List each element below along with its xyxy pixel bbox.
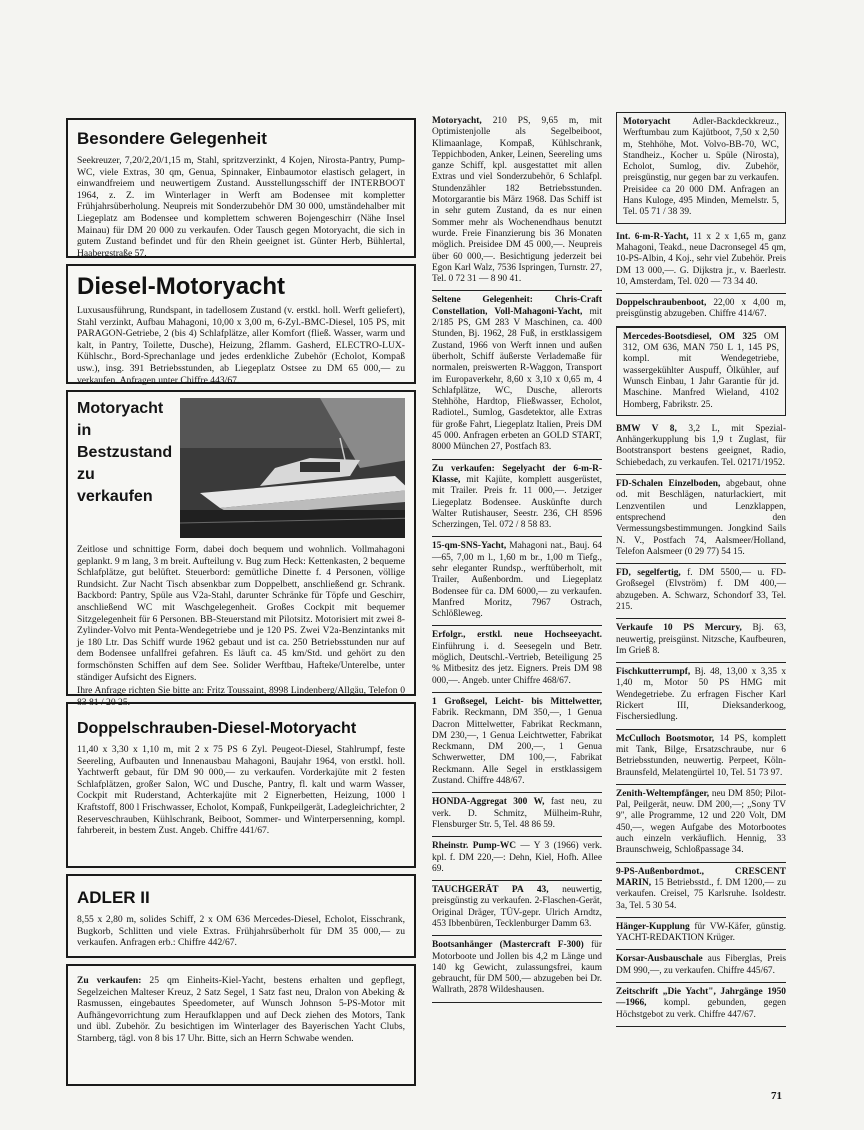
classified-lead: Hänger-Kupplung	[616, 921, 690, 932]
classified-ad	[616, 785, 786, 863]
classified-ad	[432, 291, 602, 459]
classified-text: f. DM 5500,— u. FD-Großsegel (Elvström) f. DM 400,— abzugeben. A. Schwarz, Schondorf 33, Tel. 215.	[616, 568, 787, 612]
ad-body	[77, 975, 405, 1045]
classified-text: 210 PS, 9,65 m, mit Optimistenjolle als Segelbeiboot, Klimaanlage, Kompaß, Kühlschrank, Teppichboden, Anker, Leinen, Seereling ums ganze Schiff, kpl. ausgestattet mit allen Extras und viel Sonderzubehör, 6 Schlafpl. Stundenzähler 182 Betriebsstunden. Motorgarantie bis März 1968. Das Schiff ist in sehr gutem Zustand, da es nur einen Sommer mehr als Wochenendhaus benutzt wurde. Freie Finanzierung bis 36 Monaten möglich. Preisidee DM 45 000,—. Neupreis über 60 000,—. Besichtigung jederzeit bei Egon Karl Walz, 7536 Ispringen, Turnstr. 27, Tel. 0 72 31 — 8 90 41.	[432, 116, 602, 285]
classified-text: 14 PS, komplett mit Tank, Bilge, Ersatzschraube, nur 6 Betriebsstunden, neuwertig. Perpeet, Köln-Braunsfeld, Melatengürtel 10, Tel. 51 73 97.	[616, 733, 786, 778]
classified-lead: Zu verkaufen: Segelyacht der 6-m-R-Klasse,	[432, 463, 602, 485]
classified-text: kompl. gebunden, gegen Höchstgebot zu verk. Chiffre 447/67.	[616, 998, 787, 1020]
classified-lead: Fischkutterrumpf,	[616, 667, 691, 678]
classified-ad	[616, 918, 786, 951]
classified-lead: McCulloch Bootsmotor,	[616, 733, 715, 744]
classified-text: — Y 3 (1966) verk. kpl. f. DM 220,—: Dehn, Kiel, Hofh. Allee 69.	[432, 841, 602, 874]
middle-column	[432, 112, 602, 1003]
classified-lead: Verkaufe 10 PS Mercury,	[616, 623, 742, 634]
left-column	[66, 118, 416, 1092]
classified-ad	[616, 950, 786, 983]
motoryacht-photo	[180, 398, 405, 538]
classified-lead: TAUCHGERÄT PA 43,	[432, 885, 549, 896]
classified-lead: Doppelschraubenboot,	[616, 298, 707, 309]
classified-lead: 9-PS-Außenbordmot., CRESCENT MARIN,	[616, 866, 786, 888]
ad-body: Seekreuzer, 7,20/2,20/1,15 m, Stahl, spritzverzinkt, 4 Kojen, Nirosta-Pantry, Pump-WC, viele Extras, 30 qm, Genua, Spinnaker, Einbaumotor elastisch gelagert, in einwandfreiem und neuwertigem Zustand. Ausstellungsschiff der INTERBOOT 1964, z. Z. im Winterlager in Werft am Bodensee mit kompletter Frühjahrsüberholung. Neupreis mit Sonderzubehör DM 30 000, umständehalber mit Liegeplatz am Bodensee und komplettem schweren Bojengeschirr (Nähe Insel Mainau) für DM 20 000 zu verkaufen. Oder Tausch gegen Motoryacht, die sich in gutem Zustand befindet und für den Rhein geeignet ist. Günter Herb, Bühlertal, Haabergstraße 57.	[77, 155, 405, 259]
classified-ad	[616, 663, 786, 729]
ad-body: Luxusausführung, Rundspant, in tadellosem Zustand (v. erstkl. holl. Werft geliefert), Stahl verzinkt, Aufbau Mahagoni, 10,00 x 3,00 m, 6-Zyl.-BMC-Diesel, 105 PS, mit PARAGON-Getriebe, 2 (bis 4) Schlafplätze, aller Komfort (fließ. Wasser, warm und kalt, in Pantry, Toilette, Dusche), Heizung, 2flamm. Gasherd, ELECTRO-LUX-Kühlschr., Bord-Sprechanlage und jedes erdenkliche Zubehör (Echolot, Kompaß usw.), insg. 391 Betriebsstunden, ab Liegeplatz Ostsee zu DM 65 000,— zu verkaufen. Anfragen unter Chiffre 443/67.	[77, 305, 405, 386]
classified-lead: Zeitschrift „Die Yacht", Jahrgänge 1950—1966,	[616, 987, 786, 1009]
classified-text: mit Kajüte, komplett ausgerüstet, mit Trailer. Preis fr. 11 000,—. Jetziger Liegeplatz Bodensee. Auskünfte durch Walter Rutishauser, Seestr. 236, CH 8596 Scherzingen, Tel. 072 / 8 58 83.	[432, 474, 602, 531]
classified-ad	[432, 626, 602, 692]
classified-ad	[432, 881, 602, 936]
ad-lead: Zu verkaufen:	[77, 975, 142, 986]
ad-motoryacht-bestzustand	[66, 390, 416, 708]
classified-lead: Mercedes-Bootsdiesel, OM 325	[623, 331, 757, 342]
classified-text: 15 Betriebsstd., f. DM 1200,— zu verkaufen. Creisel, 75 Karlsruhe. Isoldestr. 3a, Tel. 5 30 54.	[616, 877, 787, 911]
classified-ad	[616, 863, 786, 918]
classified-lead: Motoryacht,	[432, 116, 482, 126]
ad-header	[77, 398, 405, 538]
classified-text: neu DM 850; Pilot-Pal, Peilgerät, neuw. DM 200,—; „Sony TV 9", alle Programme, 12 und 220 Volt, DM 450,—, wegen Aufgabe des Motorbootes auch einzeln verkäuflich. Hennig, 33 Braunschweig, Schloßpassage 34.	[616, 788, 787, 856]
right-column	[616, 112, 786, 1027]
classified-ad	[616, 564, 786, 619]
ad-title: Diesel-Motoryacht	[77, 273, 286, 300]
classified-lead: Int. 6-m-R-Yacht,	[616, 231, 689, 242]
boat-image	[180, 398, 405, 538]
classified-text: Mahagoni nat., Bauj. 64—65, 7,00 m l., 1,60 m br., 1,00 m Tiefg., sehr eleganter Rundsp., werftüberholt, mit Trailer, Außenbordm. und Liegeplatz Bodensee für ca. DM 6000,— zu verkaufen. Manfred Moritz, 7967 Ostrach, Schlößleweg.	[432, 541, 602, 620]
classified-lead: Bootsanhänger (Mastercraft F-300)	[432, 940, 584, 951]
classified-ad	[616, 730, 786, 785]
ad-title: ADLER II	[77, 888, 150, 907]
classified-ad	[616, 294, 786, 327]
classified-ad	[432, 793, 602, 837]
ad-body: 11,40 x 3,30 x 1,10 m, mit 2 x 75 PS 6 Zyl. Peugeot-Diesel, Stahlrumpf, feste Seereling, Aufbauten und Innenausbau Mahagoni, Baujahr 1964, von erstkl. holl. Yachtwerft gebaut, für DM 90 000,— zu verkaufen. Vorderkajüte mit 2 festen Schlafplätzen, großer Salon, WC und Dusche, Pantry, fl. kalt und warm Wasser, Cockpit mit Ruderstand, Achterkajüte mit 2 Eignerbetten, Heizung, 1000 l Kraftstoff, 800 l Frischwasser, Echolot, Kompaß, Funkpeilgerät, Ladegleichrichter, 2 Reserveschrauben, Kühlschrank, Beiboot, Sommer- und Winterpersenning, kompl. fahrbereit, in bestem Zust. Angeb. Chiffre 441/67.	[77, 744, 405, 837]
classified-lead: 15-qm-SNS-Yacht,	[432, 541, 507, 552]
classified-text: OM 312, OM 636, MAN 750 L 1, 145 PS, kompl. mit Wendegetriebe, wassergekühlter Auspuff, Ölkühler, auf Wunsch Einbau, 1 Jahr Garantie für jd. Maschine. Manfred Wieland, 4102 Homberg, Fabrikstr. 25.	[623, 331, 779, 410]
ad-doppelschrauben	[66, 702, 416, 868]
classified-text: 3,2 L, mit Spezial-Anhängerkupplung bis 1,9 t Zuglast, für Bootstransport bestens geeignet, Radio, Schiebedach, zu verkaufen. Tel. 02171/1952.	[616, 423, 786, 468]
classified-ad	[432, 460, 602, 538]
ad-kiel-yacht	[66, 964, 416, 1086]
classified-ad	[616, 112, 786, 224]
classified-lead: Seltene Gelegenheit: Chris-Craft Constellation, Voll-Mahagoni-Yacht,	[432, 295, 602, 317]
classified-text: fast neu, zu verk. D. Schmitz, Mülheim-Ruhr, Flensburger Str. 5, Tel. 48 86 59.	[432, 797, 603, 830]
classified-ad	[616, 228, 786, 294]
classified-lead: FD, segelfertig,	[616, 568, 681, 579]
classified-text: Fabrik. Reckmann, DM 350,—, 1 Genua Dacron Mittelwetter, Fabrikat Reckmann, DM 230,—, 1 Genua Leichtwetter, Fabrikat Reckmann, DM 200,—, 1 Genua Schwerwetter, DM 100,—, Fabrikat Reckmann. Alle Segel in erstklassigem Zustand. Chiffre 448/67.	[432, 708, 602, 787]
classified-lead: HONDA-Aggregat 300 W,	[432, 797, 545, 808]
page-number: 71	[771, 1090, 782, 1102]
classified-text: neuwertig, preisgünstig zu verkaufen. 2-Flaschen-Gerät, Original Dräger, TÜV-gepr. Ulrich Arndtz, 453 Ibbenbüren, Tecklenburger Damm 63.	[432, 885, 602, 929]
classified-text: Einführung i. d. Seesegeln und Betr. möglich, Deutschl.-Vertrieb, Beteiligung 25 % Mitbesitz des jetz. Eigners. Preis DM 98 000,—. Angeb. unter Chiffre 468/67.	[432, 641, 602, 686]
classified-text: Adler-Backdeckkreuz., Werftumbau zum Kajütboot, 7,50 x 2,50 m, Stehhöhe, Mot. Volvo-BB-70, WC, Standheiz., Kocher u. Spüle (Nirosta), Echolot, Sumlog, div. Zubehör, preisgünstig, nur gegen bar zu verkaufen. Preisidee ca 20 000 DM. Anfragen an Hans Kuloge, 495 Minden, Memelstr. 5, Tel. 05 71 / 38 39.	[623, 117, 779, 218]
classified-text: abgebaut, ohne od. mit Beschlägen, naturlackiert, mit Lenzventilen und Lenzklappen, entsprechend den Vermessungsbestimmungen. Jongkind Sails N. V., Postfach 74, Aalsmeer/Holland, Telefon Aalsmeer (0 29 77) 54 15.	[616, 479, 786, 557]
ad-title: Doppelschrauben-Diesel-Motoryacht	[77, 720, 357, 737]
classified-ad	[616, 327, 786, 416]
classified-ad	[616, 619, 786, 663]
classified-text: Bj. 48, 13,00 x 3,35 x 1,40 m, Motor 50 PS HMG mit Wendegetriebe. Zu erfragen Fischer Karl Rickert III, Dieksanderkoog, Fischersiedlung.	[616, 667, 787, 723]
classified-text: 11 x 2 x 1,65 m, ganz Mahagoni, Teakd., neue Dacronsegel 45 qm, 10-PS-Albin, 4 Koj., sehr viel Zubehör. Preis DM 13 000,—. G. Dijkstra jr., v. Baerlestr. 10, Amsterdam, Tel. 020 — 73 34 40.	[616, 231, 786, 287]
classified-text: mit 2/185 PS, GM 283 V Maschinen, ca. 400 Stunden, Bj. 1962, 28 Fuß, in erstklassigem Zustand, 1966 von Werft innen und außen überholt, Schiff äußerste Verlademaße für normalen, preiswerten R-Waggon, Transport im Europaverkehr, 8,60 x 3,10 x 0,65 m, 4 Schlafplätze, WC, Dusche, allerorts Stehhöhe, Hardtop, Fließwasser, Echolot, Radiotel., Sumlog, Gasdetektor, alle Extras für große Fahrt, Liegeplatz Italien, Preis DM 45 000. Anfragen erbeten an GOLD START, 8000 München 27, Postfach 83.	[432, 306, 602, 453]
classified-text: aus Fiberglas, Preis DM 990,—, zu verkaufen. Chiffre 445/67.	[616, 954, 786, 976]
ad-besondere-gelegenheit	[66, 118, 416, 258]
ad-title: Besondere Gelegenheit	[77, 129, 267, 148]
classified-lead: FD-Schalen Einzelboden,	[616, 479, 721, 490]
classified-ad	[616, 475, 786, 564]
ad-title: Motoryacht in Bestzustand zu verkaufen	[77, 400, 173, 505]
classified-text: Bj. 63, neuwertig, preisgünst. Nitzsche, Kaufbeuren, Im Grieß 8.	[616, 623, 787, 656]
ad-body: Zeitlose und schnittige Form, dabei doch bequem und wohnlich. Vollmahagoni geplankt. 9 m lang, 3 m breit. Aufteilung v. Bug zum Heck: Kettenkasten, 2 bequeme Schlafplätze, gut belüftet. Steuerbord: gemütliche Dinette f. 4 Personen, völlige Rundsicht. Zur Nacht Tisch absenkbar zum Doppelbett, anschließend gr. Schrank. Backbord: Pantry, Spüle aus V2a-Stahl, darunter Schränke für Töpfe und Geschirr, anschließend WC mit Waschgelegenheit. Großes Cockpit mit bequemer Sitzgelegenheit für 6 Personen. BB-Steuerstand mit Pilotsitz. Motorisiert mit zwei 8-Zylinder-Volvo mit Penta-Wendegetriebe und je 120 PS. Zwei V2a-Benzintanks mit je 180 Ltr. Das Schiff wurde 1962 gebaut und ist ca. 250 Betriebsstunden nur auf dem Bodensee unfallfrei gefahren. Es läuft ca. 45 km/Std. und gehört zu den formschönsten Schiffen auf dem See. Solider Werftbau, Hafteke/Unterelbe, unter ständiger Aufsicht des Eigners.	[77, 544, 405, 683]
classified-lead: Rheinstr. Pump-WC	[432, 841, 516, 852]
classified-lead: Zenith-Weltempfänger,	[616, 788, 710, 799]
ad-contact: Ihre Anfrage richten Sie bitte an: Fritz Toussaint, 8998 Lindenberg/Allgäu, Telefon 0 83 81 / 20 25.	[77, 685, 405, 708]
classified-ad	[616, 983, 786, 1027]
classified-ad	[432, 936, 602, 1002]
classified-ad	[616, 420, 786, 475]
classified-lead: Erfolgr., erstkl. neue Hochseeyacht.	[432, 630, 602, 641]
classified-text: 22,00 x 4,00 m, preisgünstig abzugeben. Chiffre 414/67.	[616, 298, 787, 320]
classified-ad	[432, 837, 602, 881]
classified-lead: Motoryacht	[623, 117, 671, 127]
ad-body: 8,55 x 2,80 m, solides Schiff, 2 x OM 636 Mercedes-Diesel, Echolot, Eisschrank, Bugkorb, Schlitten und viele Extras. Frühjahrsüberholt für DM 35 000,— zu verkaufen. Anfragen erb.: Chiffre 442/67.	[77, 914, 405, 949]
ad-diesel-motoryacht	[66, 264, 416, 384]
classified-ad	[432, 537, 602, 626]
classified-lead: 1 Großsegel, Leicht- bis Mittelwetter,	[432, 696, 602, 707]
classified-text: für VW-Käfer, günstig. YACHT-REDAKTION Krüger.	[616, 921, 786, 944]
classified-text: für Motorboote und Jollen bis 4,2 m Länge und 140 kg Gewicht, zulassungsfrei, kaum gebraucht, für DM 500,— abzugeben bei Dr. Wallrath, 2878 Wildeshausen.	[432, 940, 602, 996]
classified-lead: BMW V 8,	[616, 423, 677, 434]
ad-adler-ii	[66, 874, 416, 958]
ad-text: 25 qm Einheits-Kiel-Yacht, bestens erhalten und gepflegt, Segelzeichen Malteser Kreuz, 2 Satz Segel, 1 Satz fast neu, Dralon von Abeking & Rasmussen, eingebautes Speedometer, auf Wunsch Johnson 5-PS-Motor mit Aufhängevorrichtung zum Heraufklappen und auf Deck ziehen des Motors, Tank und übl. Zubehör. Zu besichtigen im Winterlager des Bayerischen Yacht Clubs, Starnberg, tägl. von 8 bis 17 Uhr. Bitte, sich an Herrn Schwabe wenden.	[77, 975, 405, 1044]
classified-lead: Korsar-Ausbauschale	[616, 954, 703, 965]
classified-ad	[432, 112, 602, 291]
classified-ad	[432, 693, 602, 793]
